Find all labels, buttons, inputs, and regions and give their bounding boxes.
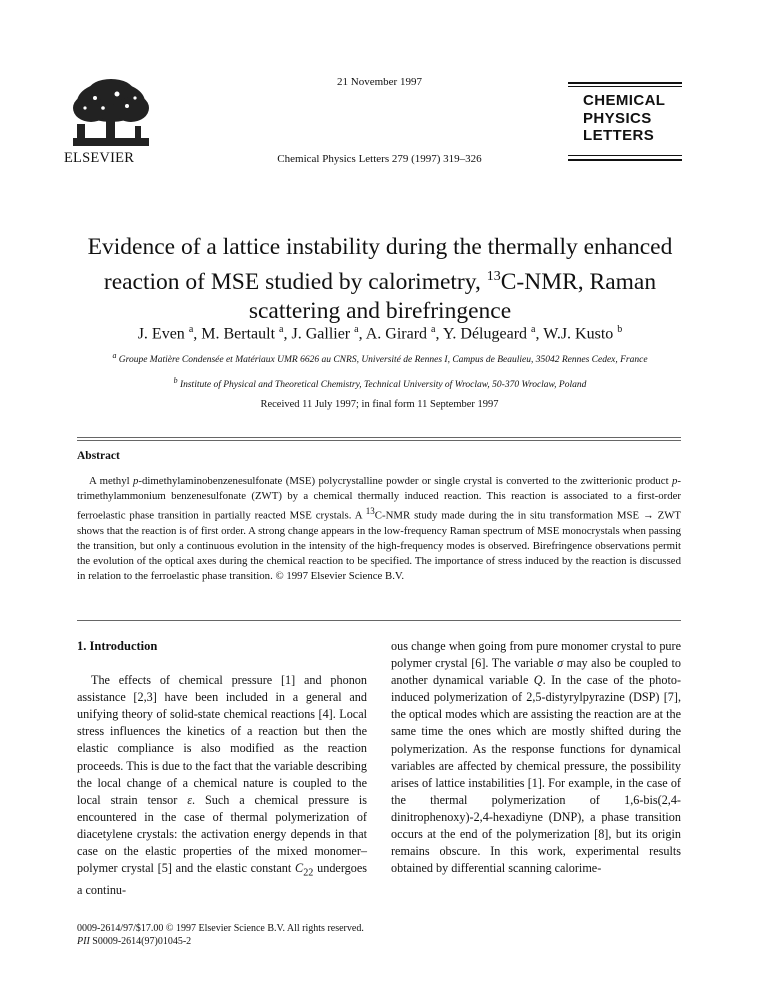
body-run: . In the case of the photo-induced polymerization of 2,5-distyrylpyrazine (DSP) [7], the optical modes which are assisting the reaction are at the same time the ones which are mostly shifted during the polymerization. As the response functions for dynamical variables are affected by chemical pressure, the possibility arises of lattice instabilities [1]. For example, in the case of the thermal polymerization of 1,6-bis(2,4-dinitrophenoxy)-2,4-hexadiyne (DNP), a phase transition occurs at the end of the polymerization [8], but its origin remains obscure. In this work, experimental results obtained by differential scanning calorime- (391, 673, 681, 876)
author-affiliation-mark: a (354, 324, 359, 335)
affiliation-mark: a (112, 351, 117, 360)
body-run: may also be coupled to another dynamical variable (391, 656, 681, 688)
journal-rule (568, 159, 682, 161)
body-run: The effects of chemical pressure [1] and phonon assistance [2,3] have been included in a general and unifying theory of solid-state chemical reactions [4]. Local stress influences the kinetics of a reaction but then the elastic compliance is also modified as the reaction proceeds. This is due to the fact that the variable describing the local change of a chemical nature is coupled to the local strain tensor (77, 673, 367, 807)
abstract-run: C-NMR study made during the in situ transformation MSE → ZWT shows that the reaction is of first order. A strong change appears in the low-frequency Raman spectrum of MSE monocrystals when passing the transition, but only a continuous evolution in the intensity of the high-frequency modes is observed. Birefringence observations permit the evolution of the optical axes during the chemical reaction to be specified. The importance of stress induced by the reaction is discussed in relation to the ferroelastic phase transition. © 1997 Elsevier Science B.V. (77, 509, 681, 583)
body-run: ous change when going from pure monomer crystal to pure polymer crystal [6]. The variable (391, 639, 681, 671)
pii-line (77, 935, 364, 948)
author-list: J. Even $^a$, M. Bertault $^a$, J. Gallier $^a$, A. Girard $^a$, Y. Délugeard $^a$, W.J. Kusto $^b$ (137, 324, 623, 343)
affiliation-text: Groupe Matière Condensée et Matériaux UMR 6626 au CNRS, Université de Rennes I, Campus de Beaulieu, 35042 Rennes Cedex, France (118, 355, 648, 366)
intro-paragraph (77, 672, 367, 899)
section-divider (77, 620, 681, 621)
author: W.J. Kusto (543, 325, 614, 343)
author-affiliation-mark: a (531, 324, 536, 335)
paper-title (60, 233, 700, 326)
abstract-run: -trimethylammonium benzenesulfonate (ZWT) by a chemical thermally induced reaction. This reaction is associated to a first-order ferroelastic phase transition in partially reacted MSE crystals. A (77, 475, 681, 522)
journal-rule (568, 82, 682, 84)
body-column-left (77, 638, 367, 899)
received-dates: Received 11 July 1997; in final form 11 September 1997 (260, 399, 499, 410)
publisher-name: ELSEVIER (64, 150, 135, 166)
abstract-text (77, 474, 681, 584)
issn-line: 0009-2614/97/$17.00 © 1997 Elsevier Science B.V. All rights reserved. (77, 923, 364, 934)
author-affiliation-mark: b (617, 324, 623, 335)
elsevier-tree-logo (65, 78, 157, 150)
title-text: Evidence of a lattice instability during the thermally enhanced reaction of MSE studied by calorimetry, (87, 234, 673, 295)
abstract-run: A methyl (89, 475, 133, 487)
journal-title-line: CHEMICAL (583, 92, 666, 109)
title-superscript: 13 (486, 269, 501, 284)
abstract-run: -dimethylaminobenzenesulfonate (MSE) polycrystalline powder or single crystal is converted to the zwitterionic product (138, 475, 672, 487)
title-text: C-NMR, Raman scattering and birefringence (248, 268, 657, 324)
abstract-heading: Abstract (77, 450, 120, 462)
body-run: . Such a chemical pressure is encountered in the case of thermal polymerization of diacetylene crystals: the activation energy depends in that case on the elastic properties of the mixed monomer–polymer crystal [5] and the elastic constant (77, 792, 367, 876)
affiliation-a (60, 350, 700, 366)
body-column-right (391, 638, 681, 877)
math-symbol: σ (557, 656, 564, 671)
abstract-italic: p (671, 475, 678, 487)
author-affiliation-mark: a (188, 324, 194, 335)
author: A. Girard (365, 325, 428, 343)
author: J. Gallier (291, 325, 351, 343)
body-run: undergoes a continu- (77, 861, 367, 897)
math-symbol: ε (187, 792, 193, 807)
pii-value: S0009-2614(97)01045-2 (89, 936, 192, 947)
math-symbol: Q (533, 673, 543, 688)
journal-rule (568, 155, 682, 156)
author: Y. Délugeard (442, 325, 528, 343)
author: M. Bertault (201, 325, 276, 343)
copyright-footer (77, 922, 364, 948)
journal-title (583, 92, 665, 145)
journal-rule (568, 86, 682, 87)
math-symbol: C (295, 861, 304, 876)
issue-date: 21 November 1997 (337, 76, 422, 88)
journal-title-line: LETTERS (583, 127, 655, 144)
author-affiliation-mark: a (431, 324, 436, 335)
abstract-italic: p (133, 475, 139, 487)
section-divider (77, 437, 681, 438)
math-subscript: 22 (303, 867, 314, 879)
author: J. Even (137, 325, 185, 343)
affiliation-mark: b (173, 376, 178, 385)
section-divider (77, 440, 681, 441)
affiliation-text: Institute of Physical and Theoretical Chemistry, Technical University of Wroclaw, 50-370 Wroclaw, Poland (179, 380, 587, 391)
author-affiliation-mark: a (279, 324, 284, 335)
journal-citation: Chemical Physics Letters 279 (1997) 319–326 (277, 153, 482, 165)
pii-label: PII (77, 936, 90, 947)
section-heading: 1. Introduction (77, 639, 158, 653)
journal-title-line: PHYSICS (583, 109, 652, 127)
affiliation-b (60, 376, 700, 390)
abstract-superscript: 13 (365, 506, 375, 517)
